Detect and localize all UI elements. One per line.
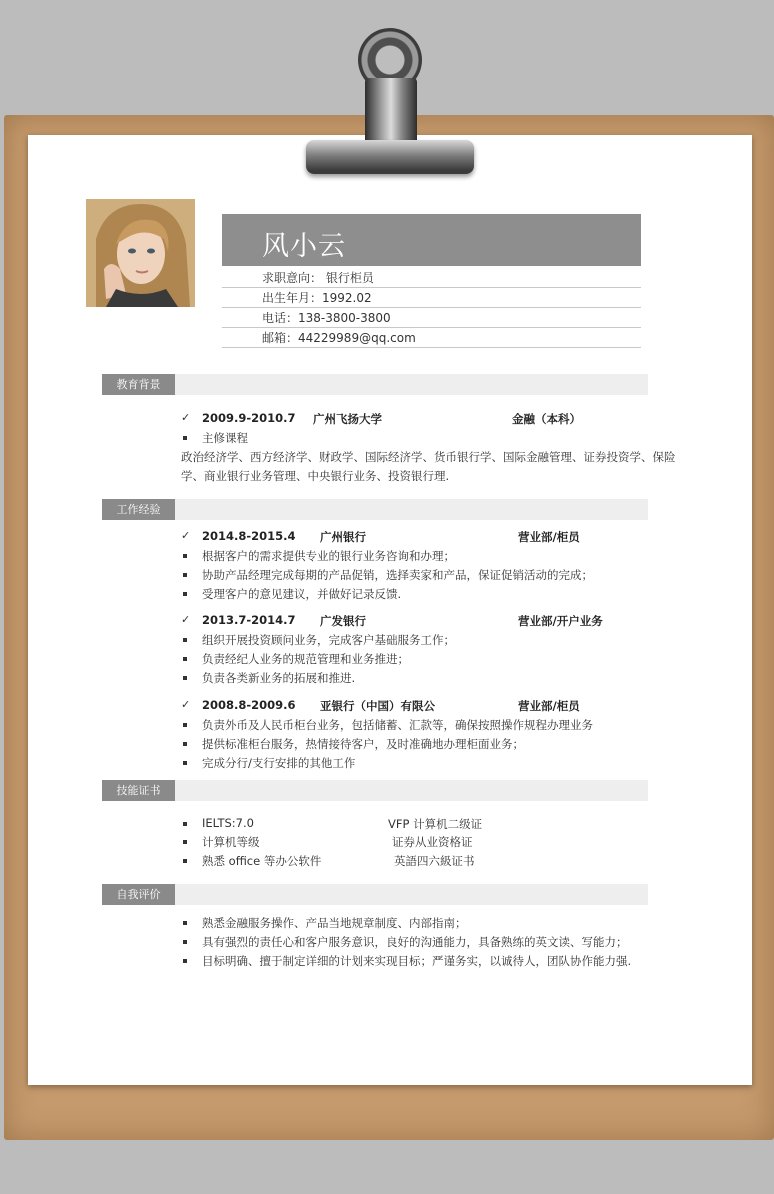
bullet-icon [183,573,187,577]
binder-clip-base [306,140,474,174]
bullet-icon [183,921,187,925]
bullet-icon [183,723,187,727]
edu-school: 广州飞扬大学 [313,412,382,426]
work-section-label: 工作经验 [102,499,175,520]
check-icon: ✓ [181,613,191,626]
birth-text: 出生年月：1992.02 [262,291,372,305]
job-duty: 组织开展投资顾问业务，完成客户基础服务工作； [202,633,455,647]
skill-item: 计算机等级 [202,835,260,849]
intent-line [222,267,641,288]
job-role: 营业部/柜员 [518,699,580,713]
bullet-icon [183,436,187,440]
self-item: 目标明确、擅于制定详细的计划来实现目标；严谨务实，以诚待人，团队协作能力强. [202,954,632,968]
check-icon: ✓ [181,529,191,542]
job-period: 2014.8-2015.4 [202,529,296,543]
skill-item: 英語四六級证书 [394,854,475,868]
edu-courses-line2: 学、商业银行业务管理、中央银行业务、投资银行理. [181,469,450,483]
job-role: 营业部/开户业务 [518,614,603,628]
self-section-label: 自我评价 [102,884,175,905]
email-line [222,327,641,348]
bullet-icon [183,638,187,642]
education-section-bar [102,374,648,395]
job-duty: 负责经纪人业务的规范管理和业务推进； [202,652,409,666]
work-section-bar [102,499,648,520]
self-item: 具有强烈的责任心和客户服务意识，良好的沟通能力，具备熟练的英文读、写能力； [202,935,628,949]
bullet-icon [183,859,187,863]
self-item: 熟悉金融服务操作、产品当地规章制度、内部指南； [202,916,467,930]
bullet-icon [183,761,187,765]
bullet-icon [183,592,187,596]
edu-courses-line1: 政治经济学、西方经济学、财政学、国际经济学、货币银行学、国际金融管理、证券投资学、保险 [181,450,676,464]
job-period: 2013.7-2014.7 [202,613,296,627]
binder-clip-body [365,78,417,148]
self-section-bar [102,884,648,905]
job-duty: 根据客户的需求提供专业的银行业务咨询和办理； [202,549,455,563]
bullet-icon [183,554,187,558]
skills-section-bar [102,780,648,801]
edu-period: 2009.9-2010.7 [202,411,296,425]
bullet-icon [183,840,187,844]
edu-courses-label: 主修课程 [202,431,248,445]
job-duty: 完成分行/支行安排的其他工作 [202,756,356,770]
skill-item: VFP 计算机二级证 [388,817,483,831]
skill-item: IELTS:7.0 [202,816,254,830]
job-company: 亚银行（中国）有限公 [320,699,435,713]
check-icon: ✓ [181,411,191,424]
bullet-icon [183,676,187,680]
bullet-icon [183,940,187,944]
skill-item: 证券从业资格证 [392,835,473,849]
bullet-icon [183,822,187,826]
job-duty: 负责各类新业务的拓展和推进. [202,671,356,685]
candidate-name: 风小云 [262,231,346,262]
job-company: 广发银行 [320,614,366,628]
birth-line [222,287,641,308]
job-duty: 负责外币及人民币柜台业务，包括储蓄、汇款等，确保按照操作规程办理业务 [202,718,593,732]
phone-line [222,307,641,328]
job-company: 广州银行 [320,530,366,544]
job-duty: 提供标准柜台服务，热情接待客户，及时准确地办理柜面业务； [202,737,524,751]
intent-text: 求职意向： 银行柜员 [262,271,374,285]
skills-section-label: 技能证书 [102,780,175,801]
job-period: 2008.8-2009.6 [202,698,296,712]
phone-text: 电话：138-3800-3800 [262,311,391,325]
bullet-icon [183,959,187,963]
job-role: 营业部/柜员 [518,530,580,544]
job-duty: 受理客户的意见建议，并做好记录反馈. [202,587,402,601]
job-duty: 协助产品经理完成每期的产品促销，选择卖家和产品，保证促销活动的完成； [202,568,593,582]
bullet-icon [183,742,187,746]
bullet-icon [183,657,187,661]
profile-photo [86,199,195,307]
education-section-label: 教育背景 [102,374,175,395]
edu-major: 金融（本科） [512,412,581,426]
email-text: 邮箱：44229989@qq.com [262,331,416,345]
skill-item: 熟悉 office 等办公软件 [202,854,322,868]
check-icon: ✓ [181,698,191,711]
